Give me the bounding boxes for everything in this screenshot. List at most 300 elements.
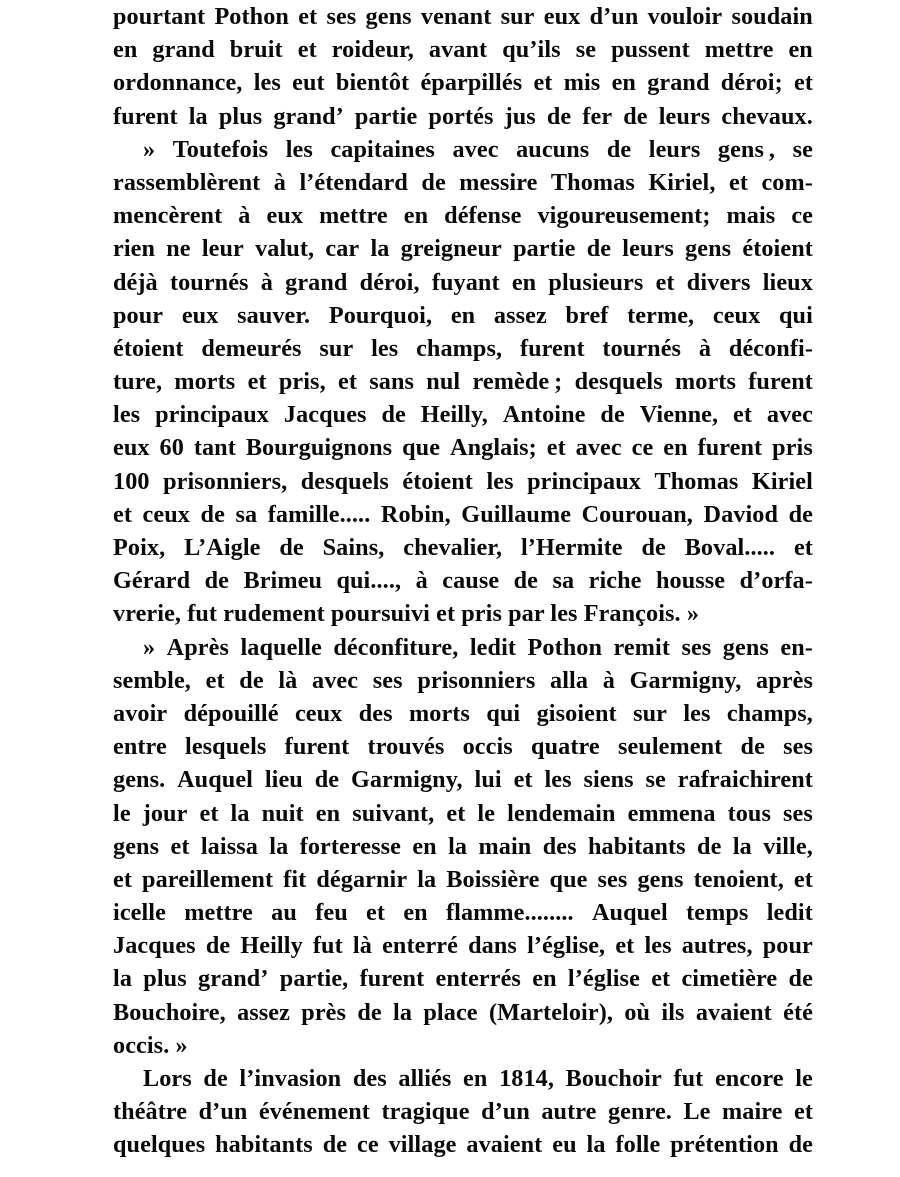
word: éparpillés (420, 69, 523, 97)
word: greigneur (400, 235, 502, 263)
word: d’orfa- (739, 567, 813, 595)
word: fuyant (431, 268, 500, 296)
word: d’un (198, 1098, 248, 1126)
word: eux (113, 434, 150, 462)
word: morts (409, 699, 470, 727)
word: pourtant (113, 3, 206, 30)
text-line (113, 996, 813, 1029)
word: les (486, 467, 514, 495)
word: Après (166, 633, 229, 661)
word: se (792, 135, 813, 163)
word: Jacques (113, 932, 196, 960)
word: leurs (658, 102, 711, 130)
word: pris (772, 434, 813, 462)
word: et (446, 799, 466, 827)
word: dans (468, 932, 517, 960)
word: gens (113, 832, 160, 860)
word: et (297, 36, 317, 64)
text-line (113, 830, 813, 863)
word: sur (500, 3, 535, 30)
word: Vienne, (639, 401, 719, 429)
word: forteresse (299, 832, 401, 860)
text-line (113, 896, 813, 929)
word: mettre (184, 899, 253, 927)
word: Auquel (591, 899, 668, 927)
word: l’église, (527, 932, 606, 960)
word: en (788, 36, 813, 64)
word: tragique (381, 1098, 470, 1126)
word: gens (722, 633, 769, 661)
word: cimetière (681, 965, 778, 993)
word: lieu (264, 766, 303, 794)
word: l’invasion (239, 1065, 342, 1092)
word: tenoient, (693, 865, 784, 893)
word: ce (357, 1131, 379, 1159)
word: trouvés (367, 733, 445, 761)
word: aucuns (516, 135, 590, 163)
word: le (795, 1065, 813, 1092)
word: gens (637, 865, 684, 893)
word: feu (315, 899, 348, 927)
word: la (230, 799, 250, 827)
word: en- (780, 633, 813, 661)
word: de (788, 1131, 813, 1159)
word: déroi; (720, 69, 783, 97)
word: la (732, 832, 752, 860)
word: en (663, 434, 688, 462)
word: en (463, 1065, 488, 1092)
word: housse (655, 567, 726, 595)
word: ce (631, 434, 654, 462)
word: déconfiture, (333, 633, 459, 661)
text-line (113, 232, 813, 265)
word: plus (143, 965, 187, 993)
word: pris, (278, 368, 326, 396)
word: Lors (143, 1065, 192, 1092)
word: prétention (670, 1131, 779, 1159)
word: déconfi- (728, 334, 813, 362)
word: demeurés (201, 334, 302, 362)
word: et (655, 268, 675, 296)
word: et (793, 534, 813, 561)
word: Garmigny, (629, 666, 742, 694)
word: sauver. (237, 301, 311, 329)
word: terme, (627, 301, 695, 329)
word: rassemblèrent (113, 168, 261, 196)
word: de (357, 998, 382, 1026)
word: grand’ (198, 965, 269, 993)
word: à (698, 334, 712, 362)
word: grand (152, 36, 215, 64)
word: de (279, 534, 304, 561)
text-line (113, 332, 813, 365)
word: la (586, 1131, 606, 1159)
word: la (393, 998, 413, 1026)
text-line (113, 0, 813, 33)
word: genre. (607, 1098, 672, 1126)
word: Toutefois (172, 135, 269, 163)
text-line (113, 465, 813, 498)
word: avoir (113, 699, 168, 727)
word: en (412, 832, 437, 860)
word: de (788, 965, 813, 993)
word: » (143, 633, 156, 661)
word: desquels (300, 467, 389, 495)
word: la (188, 102, 208, 130)
word: valut, (255, 235, 315, 263)
word: pour (762, 932, 813, 960)
word: car (325, 235, 360, 263)
word: Pourquoi, (328, 301, 433, 329)
text-line (113, 697, 813, 730)
text-line (113, 299, 813, 332)
word: Le (683, 1098, 711, 1126)
text-line (113, 133, 813, 166)
word: Kiriel (751, 467, 813, 495)
word: à (273, 168, 286, 196)
word: Robin, (380, 500, 451, 528)
word: Jacques (283, 401, 367, 429)
word: qu’ils (502, 36, 561, 64)
word: et (793, 865, 813, 893)
word: de (600, 401, 625, 429)
word: la (269, 832, 289, 860)
word: ses (597, 865, 628, 893)
word: messire (459, 168, 538, 196)
word: fer (582, 102, 613, 130)
word: sur (319, 334, 354, 362)
word: Anglais; (450, 434, 537, 462)
word: portés (428, 102, 494, 130)
word: Sains, (322, 534, 385, 561)
word: et (199, 799, 219, 827)
word: alliés (398, 1065, 452, 1092)
word: et (651, 965, 671, 993)
word: de (513, 567, 539, 595)
word: furent (359, 965, 425, 993)
word: avec (452, 135, 499, 163)
word: autre (541, 1098, 597, 1126)
text-column (113, 0, 813, 1162)
word: Brimeu (243, 567, 322, 595)
word: bref (565, 301, 609, 329)
word: prisonniers (417, 666, 536, 694)
word: nuit (261, 799, 304, 827)
word: en (315, 799, 341, 827)
text-line: occis. » (113, 1031, 188, 1059)
word: des (542, 832, 577, 860)
word: mis (563, 69, 601, 97)
word: et (793, 1098, 813, 1126)
word: quelques (113, 1131, 206, 1159)
word: ledit (766, 899, 813, 927)
word: au (271, 899, 297, 927)
word: de (421, 168, 446, 196)
word: alla (550, 666, 589, 694)
word: de (641, 534, 666, 561)
word: Kiriel, (648, 168, 716, 196)
text-line (113, 1095, 813, 1128)
word: emmena (627, 799, 716, 827)
word: l’Hermite (520, 534, 623, 561)
word: fit (283, 865, 307, 893)
word: d’un (589, 3, 639, 30)
word: et (205, 666, 225, 694)
text-line (113, 100, 813, 133)
word: Thomas (550, 168, 635, 196)
word: furent (697, 434, 763, 462)
word: partie, (279, 965, 349, 993)
word: Auquel (177, 766, 253, 794)
word: » (143, 135, 156, 163)
text-line (113, 664, 813, 697)
word: eux (543, 3, 581, 30)
word: en (511, 268, 537, 296)
word: et (728, 168, 748, 196)
word: en (450, 301, 476, 329)
word: la (113, 965, 133, 993)
text-line (113, 797, 813, 830)
text-line (113, 1128, 813, 1161)
word: et (113, 865, 132, 893)
word: roideur, (331, 36, 414, 64)
word: les (544, 766, 572, 794)
word: assez (237, 998, 290, 1026)
word: village (388, 1131, 457, 1159)
word: et (337, 368, 357, 396)
word: de (546, 102, 572, 130)
word: lesquels (185, 733, 267, 761)
word: occis (462, 733, 513, 761)
text-line (113, 33, 813, 66)
text-line (113, 66, 813, 99)
word: Courouan, (581, 500, 693, 528)
word: mettre (704, 36, 774, 64)
word: Bouchoire, (113, 998, 226, 1026)
word: tous (727, 799, 771, 827)
word: furent (284, 733, 350, 761)
word: avaient (695, 998, 772, 1026)
word: après (756, 666, 813, 694)
word: main (478, 832, 532, 860)
word: et (247, 368, 267, 396)
word: et (298, 3, 318, 30)
word: com- (761, 168, 813, 196)
text-line (113, 166, 813, 199)
word: se (645, 766, 666, 794)
word: Boissière (446, 865, 540, 893)
word: et (546, 434, 566, 462)
word: morts (675, 368, 736, 396)
word: Guillaume (461, 500, 572, 528)
word: venant (420, 3, 492, 30)
text-line (113, 199, 813, 232)
word: que (549, 865, 588, 893)
word: et (366, 899, 386, 927)
word: Daviod (703, 500, 779, 528)
word: et (513, 766, 533, 794)
word: qui (486, 699, 521, 727)
word: lui (474, 766, 502, 794)
word: bruit (229, 36, 283, 64)
text-line (113, 730, 813, 763)
word: de (697, 832, 722, 860)
word: étoient (742, 235, 813, 263)
text-line (113, 266, 813, 299)
word: rien (113, 235, 156, 263)
word: fut (312, 932, 343, 960)
word: (Marteloir), (488, 998, 614, 1026)
word: morts (174, 368, 236, 396)
word: pour (113, 301, 164, 329)
word: qui (779, 301, 813, 329)
word: et (113, 500, 132, 528)
word: théâtre (113, 1098, 188, 1126)
text-line (113, 531, 813, 564)
word: ils (661, 998, 685, 1026)
word: assez (493, 301, 547, 329)
word: rafraichirent (677, 766, 813, 794)
word: sur (633, 699, 667, 727)
word: le (477, 799, 496, 827)
word: Bourguignons (245, 434, 393, 462)
word: mettre (319, 202, 388, 230)
word: grand (647, 69, 710, 97)
word: les (253, 69, 281, 97)
word: folle (615, 1131, 661, 1159)
text-line (113, 431, 813, 464)
word: 1814, (499, 1065, 554, 1092)
word: à (238, 202, 251, 230)
word: de (204, 567, 230, 595)
word: des (352, 1065, 387, 1092)
word: bientôt (335, 69, 410, 97)
word: plusieurs (548, 268, 644, 296)
word: ture, (113, 368, 163, 396)
word: flamme........ (445, 899, 574, 927)
word: de (606, 135, 632, 163)
text-line (113, 863, 813, 896)
word: divers (686, 268, 751, 296)
word: en (532, 965, 557, 993)
word: là (278, 666, 298, 694)
word: furent (748, 368, 813, 396)
word: et (794, 69, 813, 97)
word: ses (783, 733, 813, 761)
word: gens (365, 3, 412, 30)
word: nul (426, 368, 461, 396)
word: vouloir (647, 3, 723, 30)
word: et (170, 832, 190, 860)
word: remède ; (472, 368, 563, 396)
word: le (113, 799, 131, 827)
word: étoient (113, 334, 184, 362)
word: l’étendard (299, 168, 408, 196)
word: mais (726, 202, 776, 230)
word: soudain (731, 3, 813, 30)
word: suivant, (352, 799, 435, 827)
word: lendemain (507, 799, 616, 827)
word: grand (285, 268, 348, 296)
word: Gérard (113, 567, 191, 595)
word: à (260, 268, 273, 296)
word: eu (552, 1131, 577, 1159)
word: avant (428, 36, 488, 64)
word: sa (552, 567, 575, 595)
word: capitaines (330, 135, 435, 163)
word: cause (442, 567, 500, 595)
text-line (113, 962, 813, 995)
word: laquelle (240, 633, 322, 661)
word: de (239, 666, 264, 694)
word: ville, (763, 832, 813, 860)
word: desquels (574, 368, 663, 396)
word: dépouillé (183, 699, 279, 727)
word: Heilly (240, 932, 303, 960)
word: Antoine (502, 401, 586, 429)
word: les (285, 135, 313, 163)
word: jus (504, 102, 536, 130)
word: à (415, 567, 428, 595)
word: ses (372, 666, 403, 694)
text-line (113, 1062, 813, 1095)
word: la (417, 865, 437, 893)
word: principaux (155, 401, 269, 429)
word: 100 (113, 467, 150, 495)
word: l’église (567, 965, 640, 993)
word: de (200, 500, 225, 528)
word: semble, (113, 666, 191, 694)
word: Garmigny, (350, 766, 463, 794)
word: gens , (717, 135, 776, 163)
word: là (352, 932, 372, 960)
word: ceux (142, 500, 190, 528)
word: qui...., (336, 567, 402, 595)
word: grand’ (273, 102, 344, 130)
word: Poix, (113, 534, 166, 561)
word: avaient (466, 1131, 543, 1159)
word: L’Aigle (184, 534, 261, 561)
word: ceux (712, 301, 761, 329)
word: ce (791, 202, 813, 230)
word: défense (444, 202, 522, 230)
word: lieux (762, 268, 813, 296)
word: ses (783, 799, 813, 827)
word: champs, (726, 699, 813, 727)
word: en (611, 69, 636, 97)
word: près (301, 998, 347, 1026)
word: chevaux. (721, 102, 813, 130)
word: de (586, 235, 612, 263)
word: fut (673, 1065, 704, 1092)
word: gens. (113, 766, 166, 794)
word: habitants (215, 1131, 313, 1159)
word: tournés (602, 334, 682, 362)
word: maire (722, 1098, 783, 1126)
word: place (423, 998, 478, 1026)
word: étoient (402, 467, 473, 495)
text-line (113, 564, 813, 597)
text-line (113, 631, 813, 664)
word: de (788, 500, 813, 528)
word: déroi, (359, 268, 420, 296)
word: dégarnir (316, 865, 408, 893)
text-line (113, 929, 813, 962)
word: pareillement (142, 865, 274, 893)
word: riche (588, 567, 642, 595)
word: avec (575, 434, 622, 462)
word: plus (218, 102, 263, 130)
